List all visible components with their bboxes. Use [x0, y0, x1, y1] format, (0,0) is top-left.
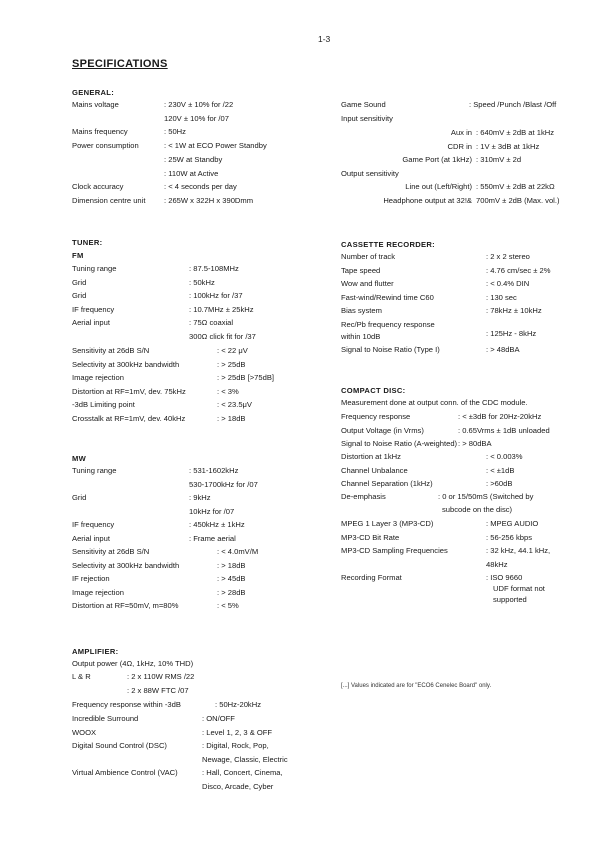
spec-value: : 10.7MHz ± 25kHz: [189, 304, 254, 314]
spec-value: : < 23.5μV: [217, 400, 252, 410]
spec-label: Game Port (at 1kHz): [402, 155, 472, 164]
spec-value: : 531-1602kHz: [189, 466, 239, 475]
spec-value: 530-1700kHz for /07: [189, 479, 258, 489]
spec-value: : 450kHz ± 1kHz: [189, 520, 245, 530]
spec-label: MPEG 1 Layer 3 (MP3-CD): [341, 519, 434, 528]
spec-label: Mains frequency: [72, 127, 128, 137]
spec-label: Aux in: [450, 128, 472, 137]
spec-label: Frequency response: [341, 412, 411, 421]
spec-value: : Digital, Rock, Pop,: [202, 741, 269, 751]
cd-recording-format-value: : ISO 9660: [486, 573, 523, 582]
spec-label: Virtual Ambience Control (VAC): [72, 768, 178, 778]
spec-label: Tuning range: [72, 466, 117, 475]
spec-value: : > 45dB: [217, 574, 246, 584]
spec-value: : 265W x 322H x 390Dmm: [164, 195, 254, 205]
spec-label: Incredible Surround: [72, 714, 139, 723]
spec-value: 300Ω click fit for /37: [189, 332, 256, 341]
spec-value: : Frame aerial: [189, 534, 236, 543]
spec-label: MP3-CD Bit Rate: [341, 532, 400, 542]
spec-label: Aerial input: [72, 318, 110, 328]
spec-value: : < 22 μV: [217, 346, 248, 355]
cd-title: COMPACT DISC:: [341, 386, 406, 395]
spec-label: Line out (Left/Right): [405, 182, 472, 191]
cassette-freq-value: : 125Hz - 8kHz: [486, 329, 537, 338]
spec-label: Crosstalk at RF=1mV, dev. 40kHz: [72, 414, 186, 423]
spec-label: CDR in: [447, 141, 472, 151]
spec-label: Wow and flutter: [341, 279, 394, 289]
spec-label: Image rejection: [72, 373, 124, 383]
spec-value: : < 0.003%: [486, 452, 523, 461]
input-sensitivity-title: Input sensitivity: [341, 114, 393, 123]
spec-value: : > 18dB: [217, 414, 246, 423]
spec-value: : 9kHz: [189, 493, 211, 503]
spec-label: Power consumption: [72, 141, 139, 151]
spec-value: : > 28dB: [217, 587, 246, 597]
spec-value: : > 25dB: [217, 359, 246, 369]
spec-label: Bias system: [341, 306, 382, 316]
amp-freq-value: : 50Hz-20kHz: [215, 700, 262, 709]
spec-label: Distortion at RF=1mV, dev. 75kHz: [72, 386, 186, 396]
spec-label: Grid: [72, 493, 87, 503]
cd-recording-format-label: Recording Format: [341, 573, 402, 582]
spec-value: : 56-256 kbps: [486, 532, 533, 542]
spec-value: : 32 kHz, 44.1 kHz,: [486, 546, 551, 556]
spec-value: : 550mV ± 2dB at 22kΩ: [476, 182, 555, 191]
amplifier-title: AMPLIFIER:: [72, 647, 119, 656]
cassette-freq-label-1: Rec/Pb frequency response: [341, 320, 435, 329]
cassette-snr-label: Signal to Noise Ratio (Type I): [341, 345, 440, 354]
spec-label: Selectivity at 300kHz bandwidth: [72, 560, 180, 570]
spec-value: Newage, Classic, Electric: [202, 754, 288, 764]
output-sensitivity-title: Output sensitivity: [341, 169, 399, 178]
cd-deemphasis-value-2: subcode on the disc): [442, 505, 513, 514]
mw-title: MW: [72, 454, 87, 463]
spec-value: : >60dB: [486, 479, 513, 489]
amp-output-power: Output power (4Ω, 1kHz, 10% THD): [72, 659, 194, 668]
page-number: 1-3: [318, 34, 331, 44]
amp-lr-value-2: : 2 x 88W FTC /07: [127, 686, 189, 695]
cd-measurement-note: Measurement done at output conn. of the CDC module.: [341, 398, 528, 407]
spec-value: : > 18dB: [217, 560, 246, 570]
spec-value: 48kHz: [486, 559, 508, 569]
spec-value: : 75Ω coaxial: [189, 318, 234, 328]
amp-lr-value-1: : 2 x 110W RMS /22: [127, 672, 195, 681]
spec-label: Clock accuracy: [72, 182, 124, 192]
cassette-snr-value: : > 48dBA: [486, 345, 520, 354]
spec-label: Number of track: [341, 252, 396, 261]
cd-deemphasis-value: : 0 or 15/50mS (Switched by: [438, 492, 534, 501]
spec-label: Signal to Noise Ratio (A-weighted): [341, 439, 458, 449]
spec-value: : < 0.4% DIN: [486, 279, 530, 289]
spec-label: Image rejection: [72, 587, 124, 597]
spec-value: : > 80dBA: [458, 439, 492, 449]
spec-value: Disco, Arcade, Cyber: [202, 782, 274, 791]
spec-label: Fast-wind/Rewind time C60: [341, 292, 434, 302]
spec-label: Sensitivity at 26dB S/N: [72, 547, 150, 556]
spec-label: IF frequency: [72, 520, 115, 530]
spec-label: Mains voltage: [72, 100, 119, 109]
spec-value: : < 4 seconds per day: [164, 182, 237, 192]
page-title: SPECIFICATIONS: [72, 58, 168, 70]
spec-value: : < 3%: [217, 386, 239, 396]
cassette-title: CASSETTE RECORDER:: [341, 240, 435, 249]
spec-value: : Hall, Concert, Cinema,: [202, 768, 283, 778]
spec-value: : 78kHz ± 10kHz: [486, 306, 542, 316]
spec-value: : 230V ± 10% for /22: [164, 100, 234, 109]
spec-value: : 87.5-108MHz: [189, 264, 239, 273]
spec-label: Tape speed: [341, 265, 381, 275]
spec-label: Dimension centre unit: [72, 195, 146, 205]
spec-label: Distortion at RF=50mV, m=80%: [72, 601, 179, 611]
footnote: [...] Values indicated are for "ECO6 Cenelec Board" only.: [341, 683, 492, 689]
spec-value: : 25W at Standby: [164, 154, 223, 164]
spec-value: 700mV ± 2dB (Max. vol.): [476, 195, 560, 205]
spec-value: : < 4.0mV/M: [217, 547, 259, 556]
spec-label: Headphone output at 32!&: [383, 195, 472, 205]
spec-value: : < ±1dB: [486, 465, 515, 475]
spec-value: : 130 sec: [486, 292, 517, 302]
spec-value: 120V ± 10% for /07: [164, 113, 229, 123]
spec-value: : < 1W at ECO Power Standby: [164, 141, 267, 151]
spec-label: Grid: [72, 291, 87, 301]
spec-value: : Level 1, 2, 3 & OFF: [202, 727, 273, 737]
spec-value: : < 5%: [217, 601, 239, 611]
cassette-freq-label-2: within 10dB: [341, 332, 381, 341]
spec-label: Sensitivity at 26dB S/N: [72, 346, 150, 355]
spec-label: IF frequency: [72, 304, 115, 314]
spec-value: : 50Hz: [164, 127, 186, 137]
spec-label: IF rejection: [72, 574, 110, 584]
spec-value: : ON/OFF: [202, 714, 235, 723]
spec-value: : 50kHz: [189, 277, 215, 287]
spec-value: : > 25dB [>75dB]: [217, 373, 274, 383]
amp-freq-label: Frequency response within -3dB: [72, 700, 181, 709]
cd-recording-format-value-2: UDF format not: [493, 584, 545, 593]
cd-deemphasis-label: De-emphasis: [341, 492, 386, 501]
spec-value: 10kHz for /07: [189, 506, 235, 516]
spec-label: Distortion at 1kHz: [341, 452, 401, 461]
spec-label: Aerial input: [72, 534, 110, 543]
general-title: GENERAL:: [72, 88, 115, 97]
spec-label: Tuning range: [72, 264, 117, 273]
amp-lr-label: L & R: [72, 672, 91, 681]
spec-value: : 2 x 2 stereo: [486, 252, 530, 261]
spec-value: : 640mV ± 2dB at 1kHz: [476, 128, 555, 137]
spec-label: Channel Unbalance: [341, 465, 408, 475]
spec-label: -3dB Limiting point: [72, 400, 135, 410]
tuner-title: TUNER:: [72, 238, 103, 247]
spec-value: : 110W at Active: [164, 168, 219, 178]
spec-value: : 100kHz for /37: [189, 291, 243, 301]
spec-value: : 0.65Vrms ± 1dB unloaded: [458, 425, 550, 435]
spec-value: : 310mV ± 2d: [476, 155, 522, 164]
spec-label: Output Voltage (in Vrms): [341, 425, 424, 435]
spec-value: : 4.76 cm/sec ± 2%: [486, 265, 551, 275]
cd-recording-format-value-3: supported: [493, 595, 527, 604]
game-sound-label: Game Sound: [341, 100, 386, 109]
fm-title: FM: [72, 251, 84, 260]
game-sound-value: : Speed /Punch /Blast /Off: [469, 100, 557, 109]
spec-value: : 1V ± 3dB at 1kHz: [476, 141, 540, 151]
spec-label: Digital Sound Control (DSC): [72, 741, 167, 751]
spec-label: Grid: [72, 277, 87, 287]
spec-value: : MPEG AUDIO: [486, 519, 539, 528]
spec-value: : < ±3dB for 20Hz-20kHz: [458, 412, 542, 421]
spec-label: Selectivity at 300kHz bandwidth: [72, 359, 180, 369]
spec-label: WOOX: [72, 727, 97, 737]
spec-label: MP3-CD Sampling Frequencies: [341, 546, 448, 556]
spec-label: Channel Separation (1kHz): [341, 479, 433, 489]
